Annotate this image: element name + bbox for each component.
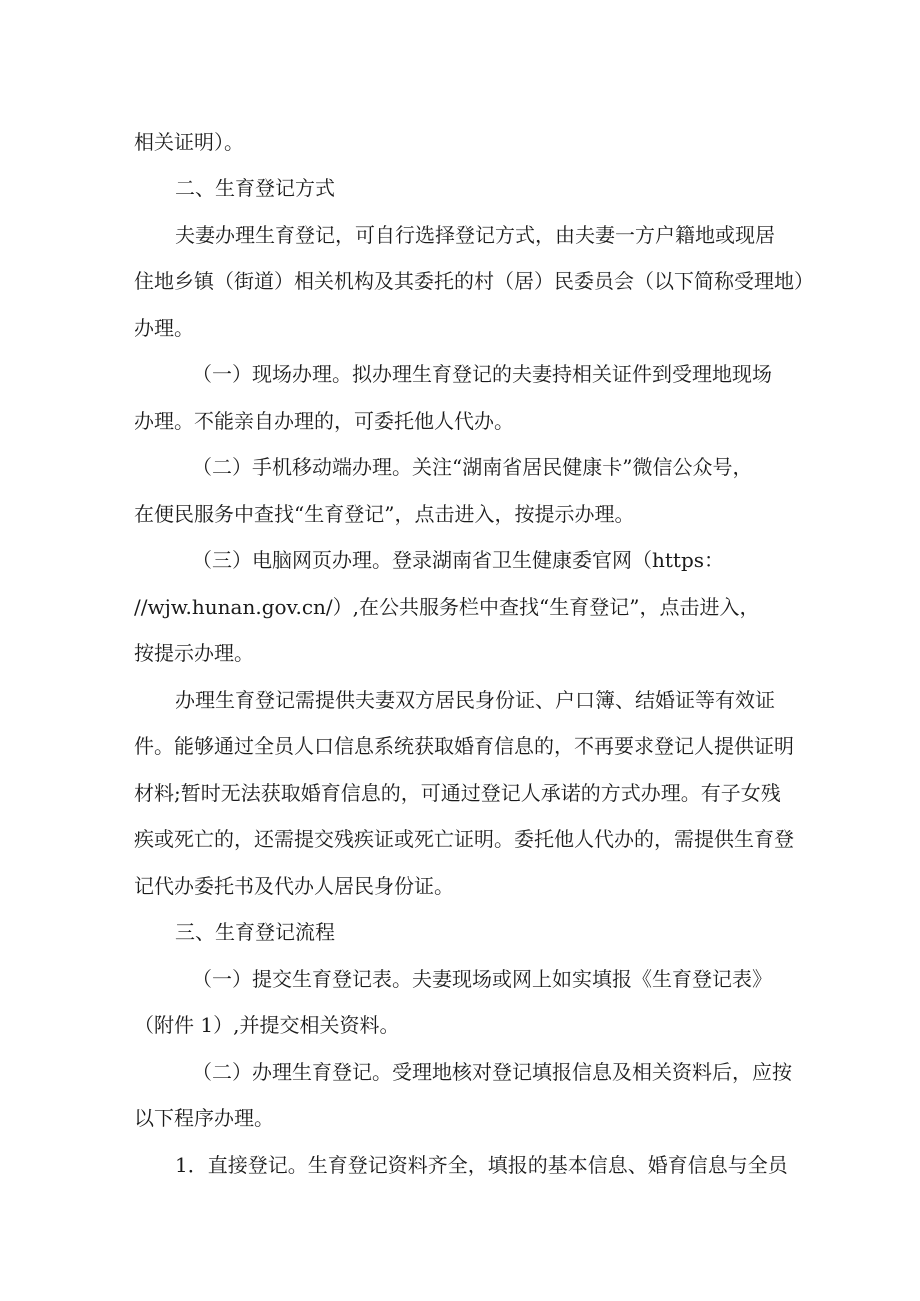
text-line: （一）提交生育登记表。夫妻现场或网上如实填报《生育登记表》 xyxy=(192,967,772,991)
text-line: 件。能够通过全员人口信息系统获取婚育信息的，不再要求登记人提供证明 xyxy=(134,734,794,758)
text-line: 办理。 xyxy=(134,316,194,340)
text-line: 住地乡镇（街道）相关机构及其委托的村（居）民委员会（以下简称受理地） xyxy=(134,269,814,293)
text-line: （二）办理生育登记。受理地核对登记填报信息及相关资料后，应按 xyxy=(192,1060,792,1084)
text-line: （三）电脑网页办理。登录湖南省卫生健康委官网（https： xyxy=(192,548,725,572)
text-line: （二）手机移动端办理。关注“湖南省居民健康卡”微信公众号， xyxy=(192,455,753,479)
text-line: 记代办委托书及代办人居民身份证。 xyxy=(134,874,454,898)
text-line: 办理。不能亲自办理的，可委托他人代办。 xyxy=(134,409,514,433)
text-line: 办理生育登记需提供夫妻双方居民身份证、户口簿、结婚证等有效证 xyxy=(175,688,775,712)
section-heading: 三、生育登记流程 xyxy=(175,920,335,944)
text-line: //wjw.hunan.gov.cn/）,在公共服务栏中查找“生育登记”，点击进入， xyxy=(134,595,760,619)
text-line: （一）现场办理。拟办理生育登记的夫妻持相关证件到受理地现场 xyxy=(192,362,772,386)
text-line: 材料;暂时无法获取婚育信息的，可通过登记人承诺的方式办理。有子女残 xyxy=(134,781,781,805)
text-line: 按提示办理。 xyxy=(134,641,254,665)
text-line: 1．直接登记。生育登记资料齐全，填报的基本信息、婚育信息与全员 xyxy=(175,1153,788,1177)
section-heading: 二、生育登记方式 xyxy=(175,176,335,200)
text-line: 相关证明）。 xyxy=(134,130,244,154)
text-line: （附件 1）,并提交相关资料。 xyxy=(134,1013,400,1037)
text-line: 在便民服务中查找“生育登记”，点击进入，按提示办理。 xyxy=(134,502,635,526)
text-line: 夫妻办理生育登记，可自行选择登记方式，由夫妻一方户籍地或现居 xyxy=(175,223,775,247)
text-line: 疾或死亡的，还需提交残疾证或死亡证明。委托他人代办的，需提供生育登 xyxy=(134,827,794,851)
text-line: 以下程序办理。 xyxy=(134,1106,274,1130)
